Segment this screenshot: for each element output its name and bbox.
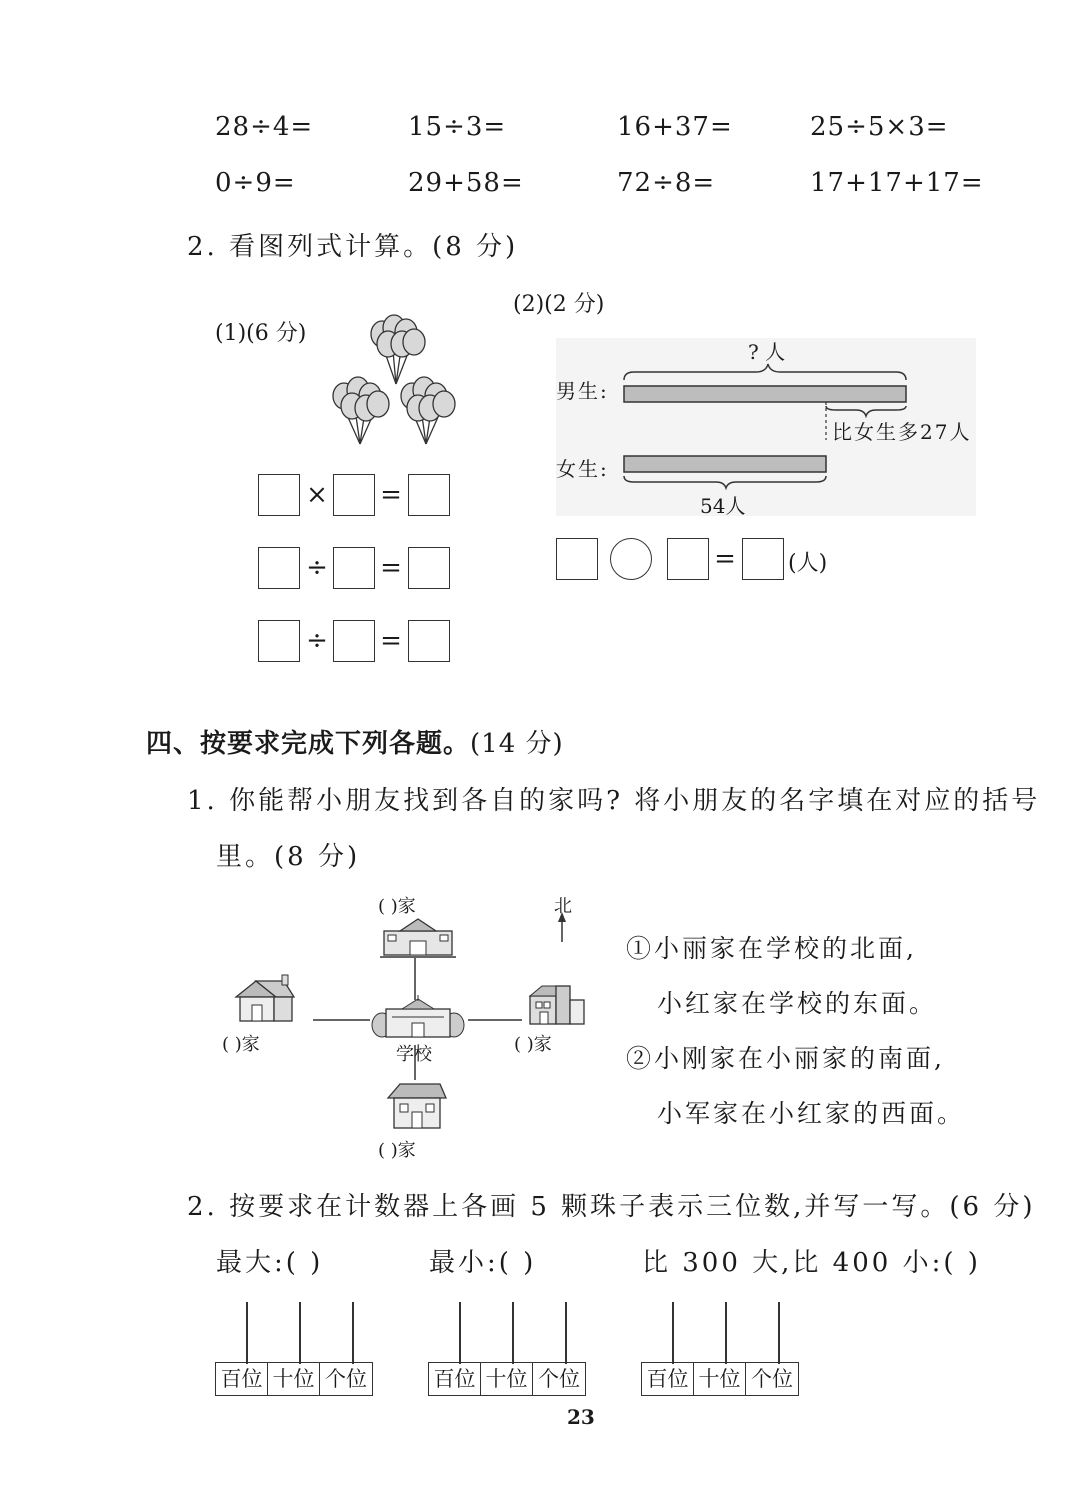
calc-1-2: 15÷3=: [408, 112, 507, 142]
clue-1b: 小红家在学校的东面。: [657, 989, 938, 1018]
q2-part1-label: (1)(6 分): [215, 321, 307, 346]
clue-2a: ②小刚家在小丽家的南面,: [626, 1044, 945, 1073]
q4-1-line1: 1. 你能帮小朋友找到各自的家吗? 将小朋友的名字填在对应的括号: [187, 786, 1041, 816]
abacus-label-min[interactable]: 最小:( ): [429, 1248, 537, 1278]
place-ones: 个位: [538, 1367, 580, 1391]
abacus-rod[interactable]: [246, 1302, 248, 1364]
school-label: 学校: [396, 1044, 432, 1065]
diagram-more-label: 比女生多27人: [832, 420, 972, 444]
abacus-rod[interactable]: [725, 1302, 727, 1364]
q2-title: 2. 看图列式计算。(8 分): [187, 232, 519, 262]
diagram-question: ? 人: [748, 340, 786, 364]
place-hundreds: 百位: [216, 1363, 268, 1395]
page-number: 23: [567, 1405, 595, 1429]
place-tens: 十位: [694, 1363, 746, 1395]
abacus-label-max[interactable]: 最大:( ): [216, 1248, 324, 1278]
equals-sign: =: [380, 626, 402, 656]
abacus-rod[interactable]: [672, 1302, 674, 1364]
place-tens: 十位: [268, 1363, 320, 1395]
divide-sign: ÷: [306, 626, 328, 656]
calc-2-2: 29+58=: [408, 168, 524, 198]
abacus-place-labels: [215, 1362, 373, 1396]
equals-sign: =: [380, 480, 402, 510]
place-ones: 个位: [325, 1367, 367, 1391]
equals-sign: =: [380, 553, 402, 583]
q4-1-line2: 里。(8 分): [216, 842, 361, 872]
abacus-rod[interactable]: [778, 1302, 780, 1364]
calc-2-3: 72÷8=: [617, 168, 716, 198]
calc-2-4: 17+17+17=: [810, 168, 984, 198]
abacus-rod[interactable]: [565, 1302, 567, 1364]
home-west-label[interactable]: ( )家: [222, 1034, 260, 1055]
calc-1-1: 28÷4=: [215, 112, 314, 142]
house-south-icon: [386, 1080, 448, 1132]
abacus-rod[interactable]: [352, 1302, 354, 1364]
equals-sign: =: [714, 544, 736, 574]
home-east-label[interactable]: ( )家: [514, 1034, 552, 1055]
home-south-label[interactable]: ( )家: [378, 1140, 416, 1161]
abacus-rod[interactable]: [459, 1302, 461, 1364]
clue-1a: ①小丽家在学校的北面,: [626, 934, 917, 963]
place-hundreds: 百位: [642, 1363, 694, 1395]
clue-2b: 小军家在小红家的西面。: [657, 1099, 966, 1128]
calc-2-1: 0÷9=: [215, 168, 296, 198]
north-label: 北: [554, 896, 572, 917]
calc-1-4: 25÷5×3=: [810, 112, 949, 142]
divide-sign: ÷: [306, 553, 328, 583]
house-west-icon: [232, 975, 296, 1025]
unit-label: (人): [788, 551, 828, 576]
abacus-rod[interactable]: [299, 1302, 301, 1364]
times-sign: ×: [306, 480, 328, 510]
abacus-place-labels: [641, 1362, 799, 1396]
abacus-rod[interactable]: [512, 1302, 514, 1364]
place-tens: 十位: [481, 1363, 533, 1395]
abacus-label-range[interactable]: 比 300 大,比 400 小:( ): [642, 1248, 981, 1278]
q2-part2-label: (2)(2 分): [513, 292, 605, 317]
abacus-place-labels: [428, 1362, 586, 1396]
diagram-girls-value: 54人: [700, 494, 746, 518]
q4-2-title: 2. 按要求在计数器上各画 5 颗珠子表示三位数,并写一写。(6 分): [187, 1192, 1036, 1222]
calc-1-3: 16+37=: [617, 112, 733, 142]
school-icon: [372, 995, 464, 1041]
diagram-boys-label: 男生:: [556, 379, 609, 403]
section-score: (14 分): [470, 729, 564, 759]
section-title-text: 四、按要求完成下列各题。: [146, 729, 471, 759]
place-ones: 个位: [751, 1367, 793, 1391]
house-north-icon: [380, 915, 456, 959]
home-north-label[interactable]: ( )家: [378, 896, 416, 917]
house-east-icon: [526, 980, 588, 1028]
diagram-girls-label: 女生:: [556, 457, 609, 481]
place-hundreds: 百位: [429, 1363, 481, 1395]
